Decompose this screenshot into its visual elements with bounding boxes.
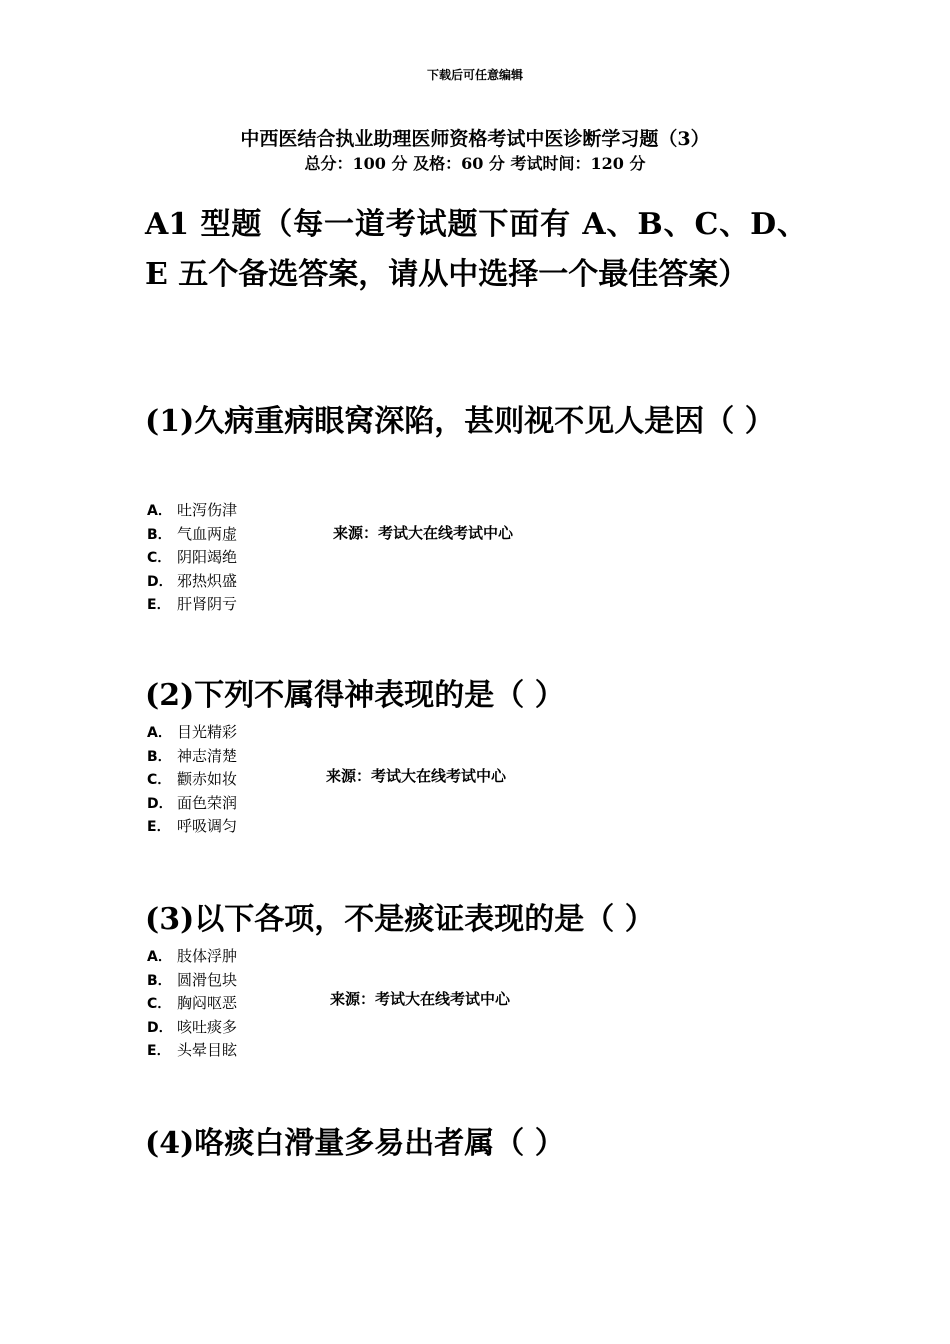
question-stem: (2)下列不属得神表现的是（ ） [145, 678, 565, 713]
option-list [147, 721, 237, 839]
option-a [147, 499, 237, 523]
option-letter: E． [147, 1043, 171, 1059]
question-stem: (1)久病重病眼窝深陷，甚则视不见人是因（ ） [145, 404, 775, 439]
option-letter: C． [147, 996, 172, 1012]
option-b [147, 523, 237, 547]
option-letter: B． [147, 526, 172, 543]
option-c [147, 992, 237, 1016]
option-text: 胸闷呕恶 [177, 994, 238, 1012]
option-d [147, 1016, 237, 1040]
header-note: 下载后可任意编辑 [426, 68, 523, 82]
source-note: 来源：考试大在线考试中心 [333, 524, 514, 542]
option-text: 目光精彩 [177, 723, 238, 741]
option-list [147, 945, 237, 1063]
option-text: 神志清楚 [177, 746, 238, 765]
option-letter: A． [147, 949, 172, 965]
document-title: 中西医结合执业助理医师资格考试中医诊断学习题（3） [240, 128, 710, 150]
option-letter: D． [147, 795, 173, 812]
option-c [147, 768, 237, 792]
option-letter: A． [147, 503, 172, 519]
exam-meta: 总分：100 分 及格：60 分 考试时间：120 分 [304, 154, 646, 173]
option-b [147, 969, 237, 993]
option-letter: A． [147, 725, 172, 741]
option-a [147, 945, 237, 969]
source-note: 来源：考试大在线考试中心 [330, 990, 511, 1008]
option-text: 肢体浮肿 [177, 947, 238, 965]
option-d [147, 792, 237, 816]
option-letter: E． [147, 819, 171, 835]
option-text: 阴阳竭绝 [177, 548, 238, 566]
source-note: 来源：考试大在线考试中心 [326, 767, 507, 785]
option-text: 邪热炽盛 [177, 571, 238, 590]
option-text: 气血两虚 [177, 524, 238, 543]
option-letter: D． [147, 573, 173, 590]
option-text: 咳吐痰多 [177, 1017, 238, 1036]
option-text: 吐泻伤津 [177, 501, 238, 519]
option-b [147, 745, 237, 769]
option-text: 颧赤如妆 [177, 770, 238, 788]
option-d [147, 570, 237, 594]
option-letter: E． [147, 597, 171, 613]
section-heading: A1 型题（每一道考试题下面有 A、B、C、D、E 五个备选答案，请从中选择一个最佳答案） [145, 207, 807, 292]
option-text: 头晕目眩 [177, 1041, 238, 1059]
option-text: 呼吸调匀 [177, 817, 238, 835]
option-letter: D． [147, 1019, 173, 1036]
option-text: 圆滑包块 [177, 970, 238, 989]
question-stem: (4)咯痰白滑量多易出者属（ ） [145, 1126, 565, 1161]
option-letter: C． [147, 550, 172, 566]
option-e [147, 593, 237, 617]
option-list [147, 499, 237, 617]
option-c [147, 546, 237, 570]
option-letter: B． [147, 972, 172, 989]
option-a [147, 721, 237, 745]
option-text: 肝肾阴亏 [177, 595, 238, 613]
question-stem: (3)以下各项，不是痰证表现的是（ ） [145, 902, 655, 937]
option-letter: C． [147, 772, 172, 788]
option-e [147, 1039, 237, 1063]
option-e [147, 815, 237, 839]
option-letter: B． [147, 748, 172, 765]
option-text: 面色荣润 [177, 793, 238, 812]
